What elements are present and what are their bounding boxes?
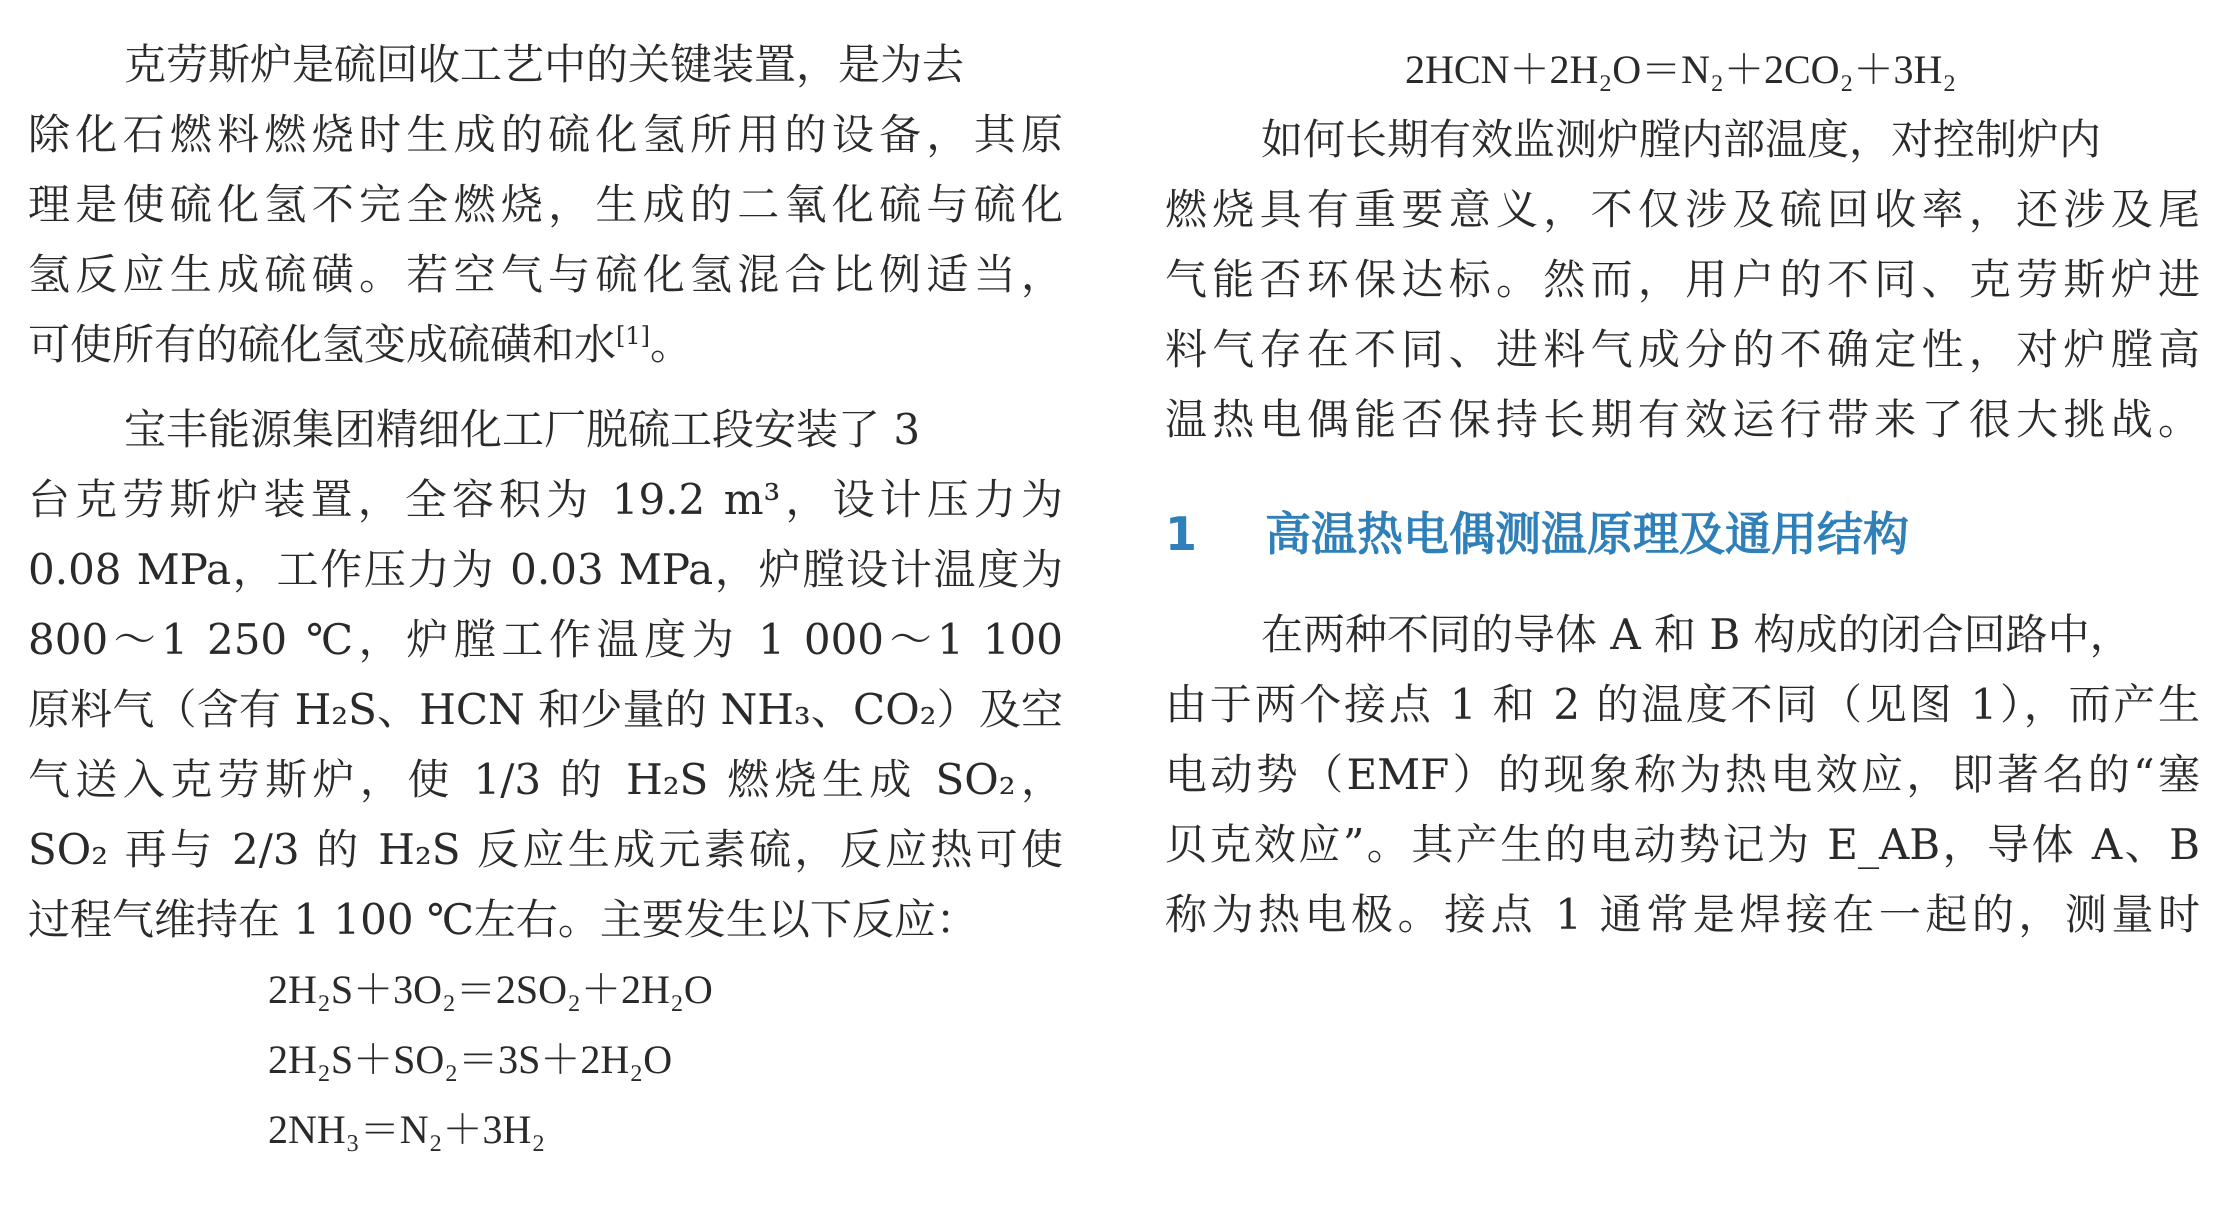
text-line: 克劳斯炉是硫回收工艺中的关键装置，是为去 [124, 40, 965, 89]
text-line: 由于两个接点 1 和 2 的温度不同（见图 1），而产生 [1165, 680, 2200, 729]
section-title: 高温热电偶测温原理及通用结构 [1265, 507, 1909, 561]
text-line: 在两种不同的导体 A 和 B 构成的闭合回路中， [1261, 610, 2132, 659]
text-line: 贝克效应”。其产生的电动势记为 E_AB，导体 A、B [1165, 820, 2200, 869]
text-line: 电动势（EMF）的现象称为热电效应，即著名的“塞 [1165, 750, 2200, 799]
text-line: 台克劳斯炉装置，全容积为 19.2 m³，设计压力为 [28, 475, 1063, 524]
text-line: 0.08 MPa，工作压力为 0.03 MPa，炉膛设计温度为 [28, 545, 1063, 594]
text-line: 理是使硫化氢不完全燃烧，生成的二氧化硫与硫化 [28, 180, 1063, 229]
text-line: 如何长期有效监测炉膛内部温度，对控制炉内 [1261, 115, 2102, 164]
text-line: 气能否环保达标。然而，用户的不同、克劳斯炉进 [1165, 255, 2200, 304]
citation-mark: [1] [616, 322, 651, 350]
text-line-with-citation [28, 310, 692, 380]
equation: 2NH₃＝N₂＋3H₂ [268, 1107, 546, 1152]
text-line: 原料气（含有 H₂S、HCN 和少量的 NH₃、CO₂）及空 [28, 685, 1063, 734]
text-line: 气送入克劳斯炉，使 1/3 的 H₂S 燃烧生成 SO₂， [28, 755, 1063, 804]
text-line: 称为热电极。接点 1 通常是焊接在一起的，测量时 [1165, 890, 2200, 939]
equation: 2H₂S＋SO₂＝3S＋2H₂O [268, 1037, 673, 1082]
text-line: 温热电偶能否保持长期有效运行带来了很大挑战。 [1165, 395, 2200, 444]
equation: 2HCN＋2H₂O＝N₂＋2CO₂＋3H₂ [1405, 47, 1957, 92]
text-span: 。 [650, 320, 693, 369]
section-number: 1 [1165, 507, 1198, 561]
text-line: 过程气维持在 1 100 ℃左右。主要发生以下反应： [28, 895, 978, 944]
text-span: 可使所有的硫化氢变成硫磺和水 [28, 320, 617, 369]
text-line: SO₂ 再与 2/3 的 H₂S 反应生成元素硫，反应热可使 [28, 825, 1063, 874]
text-line: 燃烧具有重要意义，不仅涉及硫回收率，还涉及尾 [1165, 185, 2200, 234]
text-line: 除化石燃料燃烧时生成的硫化氢所用的设备，其原 [28, 110, 1063, 159]
text-line: 料气存在不同、进料气成分的不确定性，对炉膛高 [1165, 325, 2200, 374]
text-line: 氢反应生成硫磺。若空气与硫化氢混合比例适当， [28, 250, 1063, 299]
text-line: 800～1 250 ℃，炉膛工作温度为 1 000～1 100 [28, 615, 1063, 664]
text-line: 宝丰能源集团精细化工厂脱硫工段安装了 3 [124, 405, 921, 454]
equation: 2H₂S＋3O₂＝2SO₂＋2H₂O [268, 967, 713, 1012]
section-heading [1165, 495, 1909, 573]
